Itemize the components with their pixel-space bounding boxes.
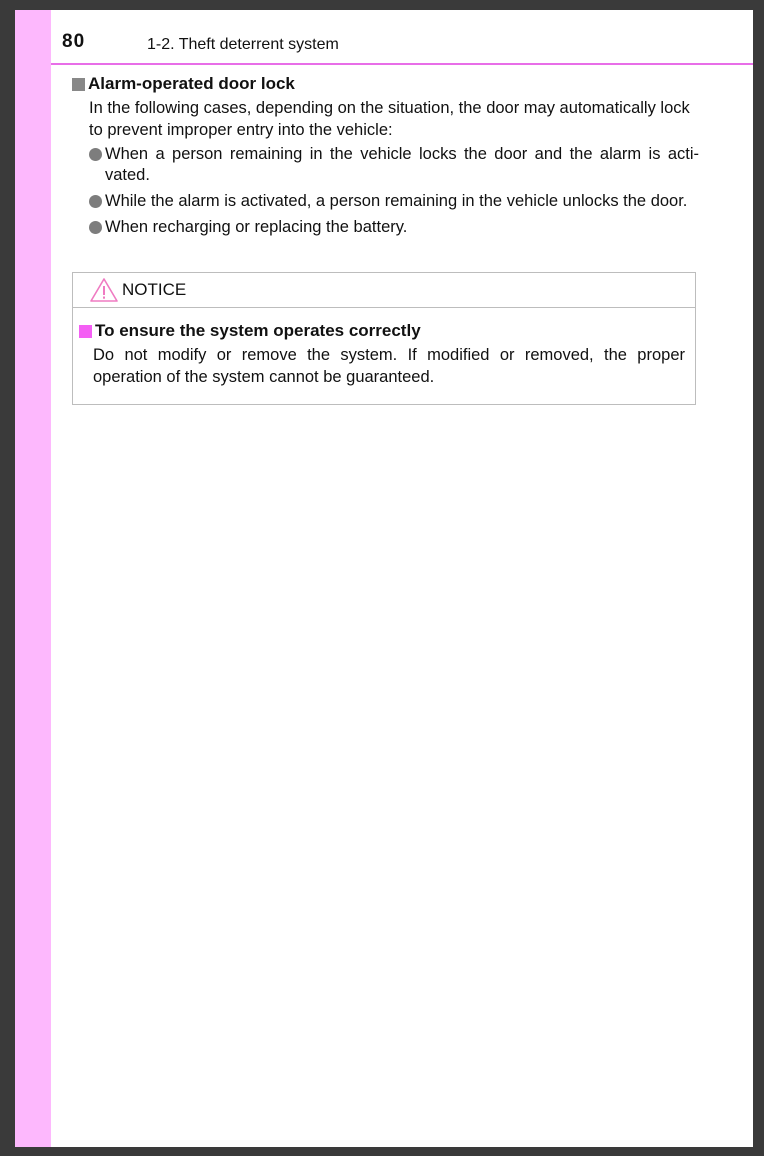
section-intro: In the following cases, depending on the situation, the door may automatically lock to prevent improper entry into the vehicle:	[89, 99, 690, 139]
notice-body: Do not modify or remove the system. If modified or removed, the proper operation of the system cannot be guaranteed.	[93, 346, 685, 386]
header-divider	[51, 63, 753, 65]
bullet-dot-icon	[89, 221, 102, 234]
bullet-dot-icon	[89, 195, 102, 208]
list-item-text: When recharging or replacing the battery.	[105, 218, 408, 236]
list-item	[89, 144, 699, 186]
notice-box	[72, 272, 696, 405]
chapter-title: 1-2. Theft deterrent system	[147, 36, 339, 53]
notice-label: NOTICE	[122, 280, 187, 299]
notice-subheading-text: To ensure the system operates correctly	[95, 321, 421, 340]
notice-header	[73, 273, 695, 308]
manual-page	[15, 10, 753, 1147]
gray-square-icon	[72, 78, 85, 91]
page-number: 80	[62, 31, 86, 52]
list-item-text: When a person remaining in the vehicle locks the door and the alarm is acti-vated.	[105, 145, 699, 184]
notice-subheading	[79, 321, 421, 341]
section-heading-text: Alarm-operated door lock	[88, 74, 295, 93]
bullet-dot-icon	[89, 148, 102, 161]
list-item	[89, 217, 699, 238]
bullet-list	[89, 144, 699, 243]
pink-square-icon	[79, 325, 92, 338]
list-item-text: While the alarm is activated, a person remaining in the vehicle unlocks the door.	[105, 192, 688, 210]
section-heading	[72, 74, 295, 94]
side-tab-band	[15, 10, 51, 1147]
list-item	[89, 191, 699, 212]
warning-triangle-icon	[89, 277, 119, 303]
